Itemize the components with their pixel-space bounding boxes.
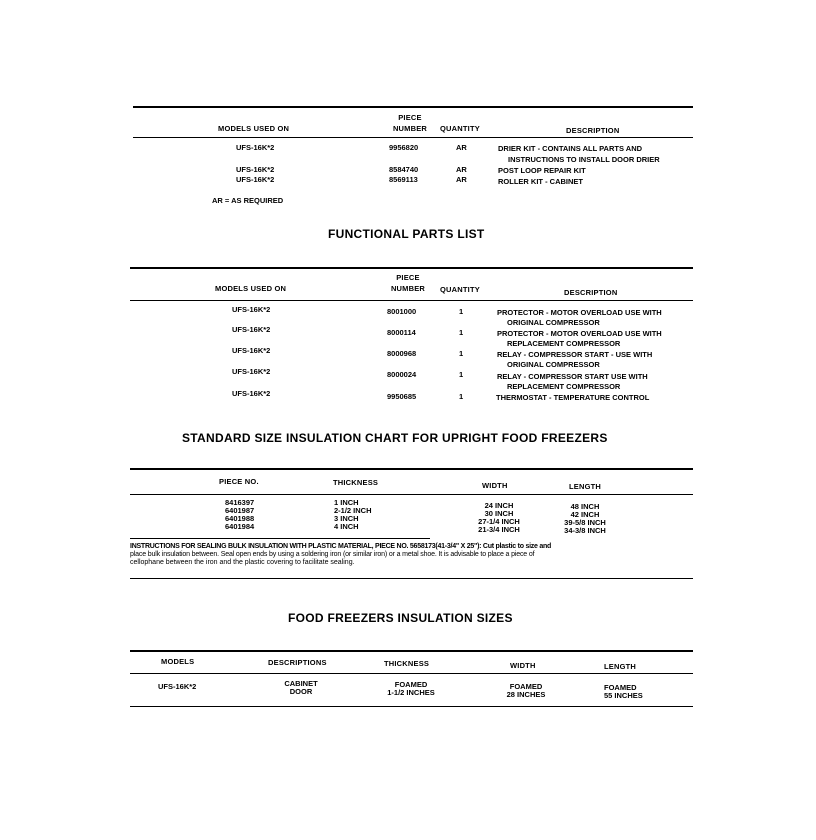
header-piece-number-line2: NUMBER <box>392 124 428 133</box>
table-row-model: UFS-16K*2 <box>232 305 271 314</box>
sealing-instructions-line3: cellophane between the iron and the plastic covering to facilitate sealing. <box>130 559 355 566</box>
table-row-desc: PROTECTOR - MOTOR OVERLOAD USE WITH <box>497 329 662 338</box>
table-row-thickness: 3 INCH <box>334 514 359 523</box>
freezer-sizes-title: FOOD FREEZERS INSULATION SIZES <box>288 611 513 625</box>
header-bottom-rule <box>130 673 693 674</box>
table-row-qty: AR <box>456 165 467 174</box>
header-bottom-rule <box>133 137 693 138</box>
table-row-length: 34-3/8 INCH <box>564 526 606 535</box>
table-row-model: UFS-16K*2 <box>232 346 271 355</box>
table-row-desc-cont: ORIGINAL COMPRESSOR <box>507 318 600 327</box>
header-length: LENGTH <box>604 662 637 671</box>
table-top-rule <box>133 106 693 108</box>
table-row-qty: 1 <box>459 307 464 316</box>
header-quantity: QUANTITY <box>440 285 480 294</box>
table-bottom-rule <box>130 706 693 707</box>
header-piece-no: PIECE NO. <box>219 477 259 486</box>
table-top-rule <box>130 267 693 269</box>
table-row-qty: AR <box>456 143 467 152</box>
table-row-description-cont: DOOR <box>289 687 313 696</box>
table-row-thickness: 1 INCH <box>334 498 359 507</box>
table-row-piece: 8569113 <box>389 175 418 184</box>
table-row-thickness: FOAMED <box>394 680 428 689</box>
table-row-qty: 1 <box>459 328 464 337</box>
table-row-desc: POST LOOP REPAIR KIT <box>498 166 586 175</box>
table-row-thickness: 4 INCH <box>334 522 359 531</box>
table-row-length-cont: 55 INCHES <box>604 691 643 700</box>
table-row-model: UFS-16K*2 <box>236 143 275 152</box>
table-row-model: UFS-16K*2 <box>236 165 275 174</box>
table-row-width: 24 INCH <box>484 501 514 510</box>
table-row-length: 48 INCH <box>570 502 600 511</box>
header-models-used-on: MODELS USED ON <box>215 284 287 293</box>
table-row-desc-cont: REPLACEMENT COMPRESSOR <box>507 382 621 391</box>
header-width: WIDTH <box>510 661 536 670</box>
header-thickness: THICKNESS <box>384 659 430 668</box>
table-row-piece: 8584740 <box>389 165 419 174</box>
table-row-desc: PROTECTOR - MOTOR OVERLOAD USE WITH <box>497 308 662 317</box>
header-description: DESCRIPTION <box>564 288 618 297</box>
header-width: WIDTH <box>482 481 508 490</box>
table-row-qty: 1 <box>459 392 464 401</box>
table-row-width-cont: 28 INCHES <box>506 690 546 699</box>
table-row-desc-cont: INSTRUCTIONS TO INSTALL DOOR DRIER <box>508 155 660 164</box>
header-thickness: THICKNESS <box>333 478 379 487</box>
table-row-thickness-cont: 1-1/2 INCHES <box>387 688 435 697</box>
table-row-width: 21-3/4 INCH <box>478 525 520 534</box>
table-row-desc: ROLLER KIT - CABINET <box>498 177 583 186</box>
table-row-piece: 9950685 <box>387 392 417 401</box>
table-top-rule <box>130 650 693 652</box>
table-row-length: 42 INCH <box>570 510 600 519</box>
header-descriptions: DESCRIPTIONS <box>268 658 327 667</box>
sealing-instructions-line2: place bulk insulation between. Seal open ends by using a soldering iron (or similar iron) or a metal shoe. It is advisable to place a piece of <box>130 551 535 558</box>
footnote-as-required: AR = AS REQUIRED <box>212 196 284 205</box>
table-row-width: 27-1/4 INCH <box>478 517 520 526</box>
table-row-piece: 6401984 <box>225 522 255 531</box>
table-row-piece: 8000024 <box>387 370 417 379</box>
table-row-qty: 1 <box>459 349 464 358</box>
table-row-piece: 8000114 <box>387 328 416 337</box>
table-top-rule <box>130 468 693 470</box>
header-piece-number-line1: PIECE <box>398 113 422 122</box>
table-row-width: 30 INCH <box>484 509 514 518</box>
table-row-piece: 8001000 <box>387 307 417 316</box>
header-models: MODELS <box>161 657 195 666</box>
functional-parts-title: FUNCTIONAL PARTS LIST <box>328 227 485 241</box>
table-row-model: UFS-16K*2 <box>158 682 197 691</box>
table-row-desc: DRIER KIT - CONTAINS ALL PARTS AND <box>498 144 643 153</box>
table-row-thickness: 2-1/2 INCH <box>334 506 372 515</box>
table-row-desc: THERMOSTAT - TEMPERATURE CONTROL <box>496 393 650 402</box>
table-row-description: CABINET <box>284 679 318 688</box>
table-bottom-rule <box>130 538 430 539</box>
table-row-model: UFS-16K*2 <box>232 325 271 334</box>
table-row-model: UFS-16K*2 <box>232 367 271 376</box>
header-bottom-rule <box>130 300 693 301</box>
table-row-piece: 8000968 <box>387 349 417 358</box>
insulation-chart-title: STANDARD SIZE INSULATION CHART FOR UPRIGHT FOOD FREEZERS <box>182 431 608 445</box>
table-row-desc-cont: ORIGINAL COMPRESSOR <box>507 360 600 369</box>
table-row-model: UFS-16K*2 <box>232 389 271 398</box>
table-row-width: FOAMED <box>509 682 543 691</box>
header-piece-number-line1: PIECE <box>396 273 420 282</box>
table-row-piece: 9956820 <box>389 143 419 152</box>
header-length: LENGTH <box>569 482 602 491</box>
table-row-piece: 8416397 <box>225 498 255 507</box>
header-models-used-on: MODELS USED ON <box>218 124 290 133</box>
header-quantity: QUANTITY <box>440 124 480 133</box>
table-row-qty: AR <box>456 175 467 184</box>
table-row-qty: 1 <box>459 370 464 379</box>
table-row-piece: 6401988 <box>225 514 255 523</box>
table-row-length: FOAMED <box>604 683 637 692</box>
table-row-desc: RELAY - COMPRESSOR START - USE WITH <box>497 350 653 359</box>
table-row-piece: 6401987 <box>225 506 255 515</box>
section-bottom-rule <box>130 578 693 579</box>
sealing-instructions-line1: INSTRUCTIONS FOR SEALING BULK INSULATION WITH PLASTIC MATERIAL, PIECE NO. 5658173(41-3/4" X 25"): Cut plastic to size and <box>130 543 552 550</box>
table-row-desc-cont: REPLACEMENT COMPRESSOR <box>507 339 621 348</box>
header-description: DESCRIPTION <box>566 126 620 135</box>
header-bottom-rule <box>130 494 693 495</box>
header-piece-number-line2: NUMBER <box>390 284 426 293</box>
table-row-desc: RELAY - COMPRESSOR START USE WITH <box>497 372 648 381</box>
table-row-length: 39-5/8 INCH <box>564 518 606 527</box>
table-row-model: UFS-16K*2 <box>236 175 275 184</box>
